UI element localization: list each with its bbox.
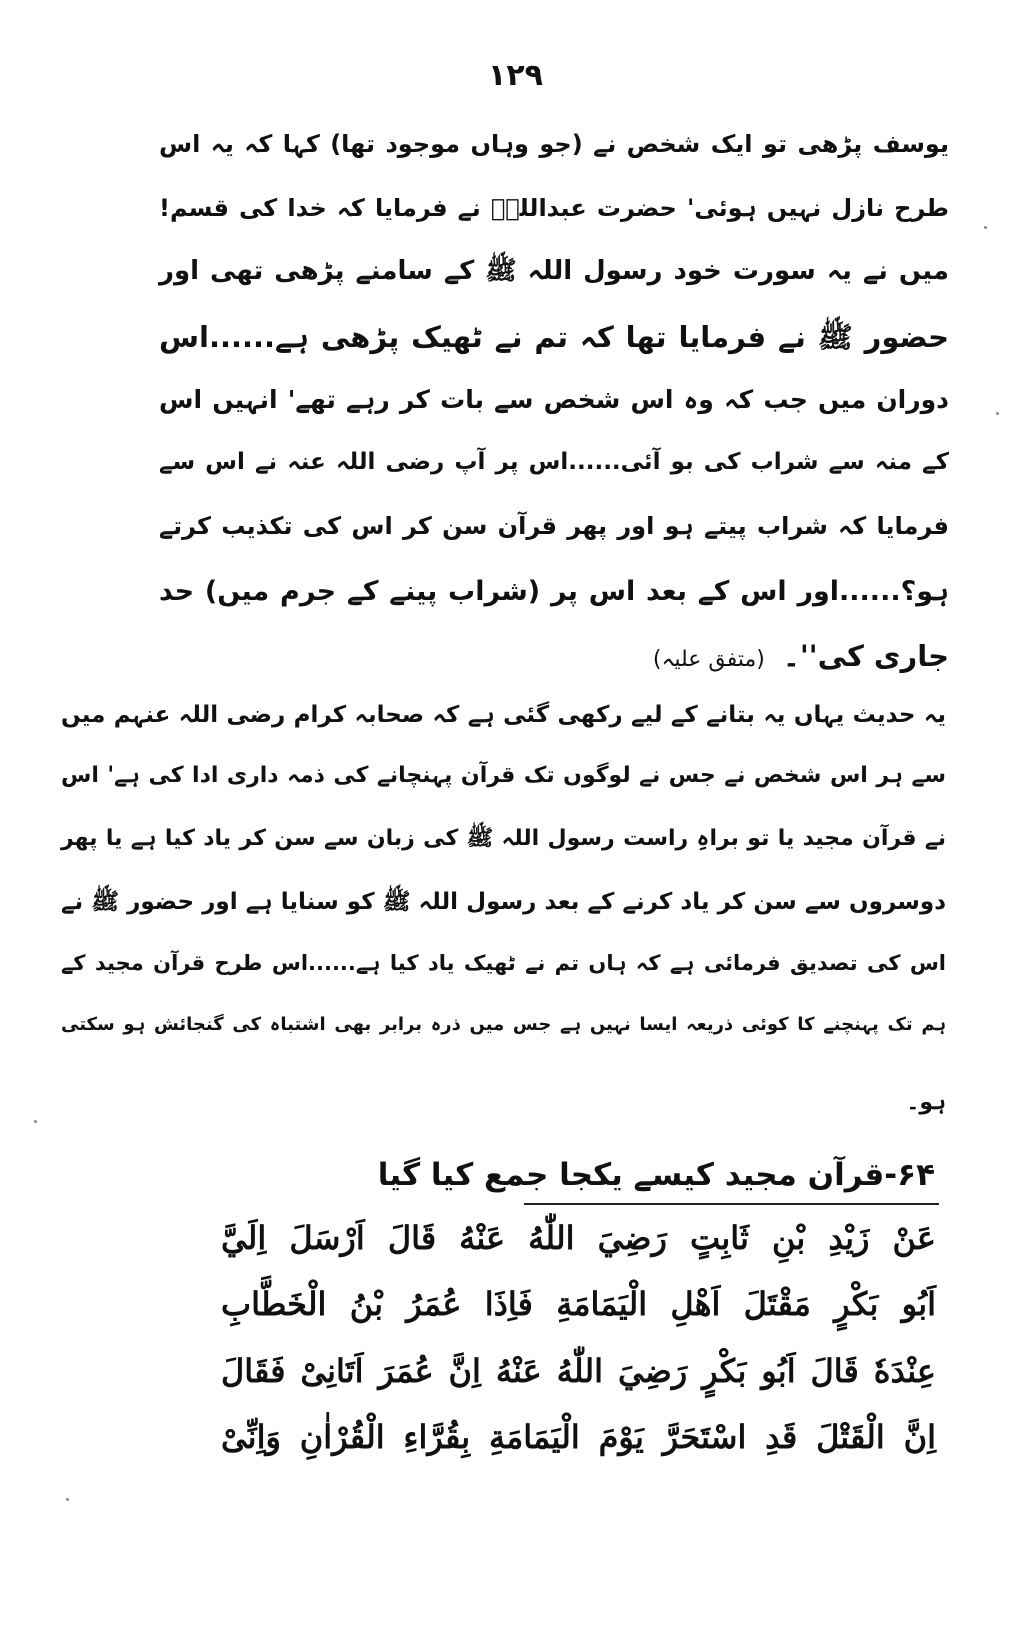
body-line-6: ہم تک پہنچنے کا کوئی ذریعہ ایسا نہیں ہے جس میں ذرہ برابر بھی اشتباہ کی گنجائش ہو سکتی	[61, 1014, 946, 1035]
quote-line-2: طرح نازل نہیں ہوئی' حضرت عبداللہؓ نے فرمایا کہ خدا کی قسم!	[159, 194, 949, 222]
body-line-4: دوسروں سے سن کر یاد کرنے کے بعد رسول اللہ ﷺ کو سنایا ہے اور حضور ﷺ نے	[61, 889, 946, 915]
quote-line-1: یوسف پڑھی تو ایک شخص نے (جو وہاں موجود تھا) کہا کہ یہ اس	[159, 130, 949, 158]
quote-line-5: دوران میں جب کہ وہ اس شخص سے بات کر رہے تھے' انہیں اس	[159, 385, 949, 414]
body-line-5: اس کی تصدیق فرمائی ہے کہ ہاں تم نے ٹھیک یاد کیا ہے......اس طرح قرآن مجید کے	[61, 951, 946, 975]
citation: (متفق علیہ)	[652, 647, 765, 672]
quote-ending: جاری کی''۔	[782, 639, 949, 673]
arabic-line-1: عَنْ زَيْدِ بْنِ ثَابِتٍ رَضِيَ اللّٰهُ عَنْهُ قَالَ اَرْسَلَ اِلَيَّ	[221, 1219, 936, 1257]
scan-speck	[984, 226, 987, 229]
arabic-line-2: اَبُو بَكْرٍ مَقْتَلَ اَهْلِ الْيَمَامَةِ فَاِذَا عُمَرُ بْنُ الْخَطَّابِ	[221, 1285, 936, 1323]
section-heading: ۶۴-قرآن مجید کیسے یکجا جمع کیا گیا	[377, 1157, 935, 1193]
quote-line-7: فرمایا کہ شراب پیتے ہو اور پھر قرآن سن کر اس کی تکذیب کرتے	[159, 512, 949, 540]
body-line-2: سے ہر اس شخص نے جس نے لوگوں تک قرآن پہنچانے کی ذمہ داری ادا کی ہے' اس	[61, 763, 946, 788]
quote-line-3: میں نے یہ سورت خود رسول اللہ ﷺ کے سامنے پڑھی تھی اور	[159, 256, 949, 286]
scan-speck	[996, 412, 999, 415]
arabic-line-3: عِنْدَهٗ قَالَ اَبُو بَكْرٍ رَضِيَ اللّٰهُ عَنْهُ اِنَّ عُمَرَ اَتَانِىْ فَقَالَ	[221, 1352, 936, 1390]
page-number: ۱۲۹	[488, 58, 543, 93]
heading-underline	[524, 1203, 939, 1205]
quote-line-4: حضور ﷺ نے فرمایا تھا کہ تم نے ٹھیک پڑھی ہے......اس	[159, 320, 949, 354]
scan-speck	[34, 1120, 37, 1123]
scan-speck	[66, 1498, 69, 1501]
arabic-line-4: اِنَّ الْقَتْلَ قَدِ اسْتَحَرَّ يَوْمَ الْيَمَامَةِ بِقُرَّاءِ الْقُرْاٰنِ وَاِنِّىْ	[221, 1418, 936, 1456]
quote-line-8: ہو؟......اور اس کے بعد اس پر (شراب پینے کے جرم میں) حد	[159, 576, 949, 607]
body-line-7: ہو۔	[906, 1090, 946, 1115]
quote-line-6: کے منہ سے شراب کی بو آئی......اس پر آپ رضی اللہ عنہ نے اس سے	[159, 449, 949, 475]
quote-line-9	[159, 639, 949, 673]
body-line-1: یہ حدیث یہاں یہ بتانے کے لیے رکھی گئی ہے کہ صحابہ کرام رضی اللہ عنہم میں	[61, 702, 946, 728]
body-line-3: نے قرآن مجید یا تو براہِ راست رسول اللہ ﷺ کی زبان سے سن کر یاد کیا ہے یا پھر	[61, 826, 946, 851]
